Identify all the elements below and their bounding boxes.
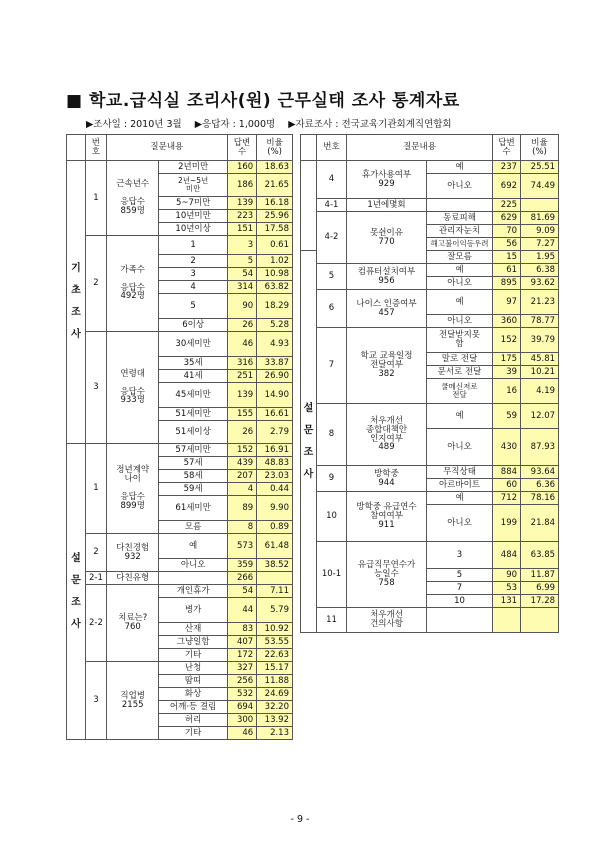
answer-ratio: 9.90: [257, 496, 293, 521]
answer-count: 151: [227, 223, 256, 236]
answer-ratio: 9.09: [521, 225, 559, 238]
answer-count: 4: [227, 483, 256, 496]
answer-count: 573: [227, 534, 256, 559]
answer-option: 개인휴가: [159, 585, 227, 598]
survey-source: ▶자료조사 : 전국교육기관회계직연합회: [288, 119, 452, 130]
answer-ratio: 14.90: [257, 383, 293, 408]
question-label: 휴가사용여부 929: [347, 161, 427, 199]
question-number: 7: [317, 328, 347, 404]
answer-ratio: 33.87: [257, 357, 293, 370]
answer-ratio: [257, 572, 293, 585]
answer-option: 해고불이익등우려: [427, 238, 493, 251]
answer-count: 16: [493, 379, 521, 404]
table-row: [301, 212, 559, 225]
table-row: [67, 236, 293, 255]
question-label: 직업병 2155: [106, 662, 159, 740]
answer-ratio: 38.52: [257, 559, 293, 572]
table-row: [301, 608, 559, 633]
answer-count: 60: [493, 479, 521, 492]
answer-option: 아니오: [427, 277, 493, 290]
answer-count: 359: [227, 559, 256, 572]
answer-count: 175: [493, 353, 521, 366]
header-num: 번호: [317, 135, 347, 161]
table-row: [301, 264, 559, 277]
question-number: 2-1: [85, 572, 106, 585]
page-number: - 9 -: [290, 814, 310, 825]
answer-option: 허리: [159, 714, 227, 727]
header-num: 번호: [85, 135, 106, 161]
answer-ratio: 21.84: [521, 505, 559, 542]
answer-count: 430: [493, 429, 521, 466]
answer-count: 484: [493, 542, 521, 569]
answer-option: 6이상: [159, 319, 227, 332]
question-number: 1: [85, 161, 106, 236]
answer-count: 439: [227, 457, 256, 470]
question-label: 연령대 응답수 933명: [106, 332, 159, 444]
answer-option: 1: [159, 236, 227, 255]
answer-option: 관리자눈치: [427, 225, 493, 238]
answer-option: 41세: [159, 370, 227, 383]
answer-count: 172: [227, 649, 256, 662]
table-row: [301, 492, 559, 505]
answer-count: 53: [493, 582, 521, 595]
header-count: 답변 수: [493, 135, 521, 161]
table-row: [67, 161, 293, 174]
answer-count: 83: [227, 623, 256, 636]
answer-option: 아니오: [427, 429, 493, 466]
answer-count: 207: [227, 470, 256, 483]
answer-count: 155: [227, 408, 256, 421]
answer-option: 잘모름: [427, 251, 493, 264]
table-row: [301, 290, 559, 315]
answer-option: 10: [427, 595, 493, 608]
question-label: 처우개선 건의사항: [347, 608, 427, 633]
answer-option: 전달받지못 함: [427, 328, 493, 353]
answer-ratio: 5.28: [257, 319, 293, 332]
question-number: 6: [317, 290, 347, 328]
answer-ratio: 23.03: [257, 470, 293, 483]
question-label: 다친경험 932: [106, 534, 159, 572]
question-number: 9: [317, 466, 347, 492]
answer-count: 266: [227, 572, 256, 585]
answer-option: 어깨·등 결림: [159, 701, 227, 714]
header-count: 답변수: [227, 135, 256, 161]
answer-ratio: 45.81: [521, 353, 559, 366]
survey-info: [86, 116, 462, 130]
answer-ratio: [521, 608, 559, 633]
answer-option: 기타: [159, 727, 227, 740]
answer-count: 139: [227, 383, 256, 408]
answer-option: 7: [427, 582, 493, 595]
answer-count: 532: [227, 688, 256, 701]
answer-option: 아르바이트: [427, 479, 493, 492]
answer-count: 256: [227, 675, 256, 688]
answer-count: 59: [493, 404, 521, 429]
answer-option: 난청: [159, 662, 227, 675]
answer-count: 54: [227, 268, 256, 281]
header-row: [67, 135, 293, 161]
table-row: [67, 332, 293, 357]
answer-ratio: 39.79: [521, 328, 559, 353]
question-label: 학교 교육일정 전달여부 382: [347, 328, 427, 404]
header-blank: [301, 135, 317, 161]
answer-count: 15: [493, 251, 521, 264]
answer-ratio: 4.19: [521, 379, 559, 404]
answer-ratio: 13.92: [257, 714, 293, 727]
answer-option: 51세미만: [159, 408, 227, 421]
answer-ratio: 6.38: [521, 264, 559, 277]
answer-ratio: 17.28: [521, 595, 559, 608]
question-label: 컴퓨터설치여부 956: [347, 264, 427, 290]
table-row: [301, 199, 559, 212]
answer-option: 51세이상: [159, 421, 227, 444]
question-label: 유급직무연수가 능일수 758: [347, 542, 427, 608]
answer-ratio: 93.64: [521, 466, 559, 479]
section-blank: [301, 161, 317, 251]
answer-ratio: 10.21: [521, 366, 559, 379]
answer-ratio: 5.79: [257, 598, 293, 623]
answer-count: 152: [493, 328, 521, 353]
answer-ratio: 21.65: [257, 174, 293, 197]
answer-ratio: 1.02: [257, 255, 293, 268]
answer-option: 예: [427, 161, 493, 174]
answer-option: 45세미만: [159, 383, 227, 408]
answer-ratio: 15.17: [257, 662, 293, 675]
question-number: 4: [317, 161, 347, 199]
question-number: 11: [317, 608, 347, 633]
question-label: 방학중 유급연수 참여여부 911: [347, 492, 427, 542]
answer-ratio: 26.90: [257, 370, 293, 383]
right-stats-table: [300, 134, 559, 633]
answer-ratio: [521, 199, 559, 212]
answer-ratio: 10.98: [257, 268, 293, 281]
answer-count: 360: [493, 315, 521, 328]
answer-ratio: 0.44: [257, 483, 293, 496]
answer-count: 629: [493, 212, 521, 225]
answer-ratio: 2.79: [257, 421, 293, 444]
answer-ratio: 61.48: [257, 534, 293, 559]
answer-ratio: 16.18: [257, 197, 293, 210]
answer-count: 54: [227, 585, 256, 598]
answer-count: 160: [227, 161, 256, 174]
question-number: 2-2: [85, 585, 106, 662]
table-row: [301, 161, 559, 174]
answer-count: 131: [493, 595, 521, 608]
answer-ratio: 16.61: [257, 408, 293, 421]
answer-option: 그냥일함: [159, 636, 227, 649]
answer-ratio: 18.29: [257, 294, 293, 319]
header-row: [301, 135, 559, 161]
answer-count: 61: [493, 264, 521, 277]
answer-ratio: 12.07: [521, 404, 559, 429]
question-number: 5: [317, 264, 347, 290]
answer-ratio: 4.93: [257, 332, 293, 357]
answer-option: 59세: [159, 483, 227, 496]
answer-option: 57세: [159, 457, 227, 470]
answer-option: 산재: [159, 623, 227, 636]
answer-option: 아니오: [427, 505, 493, 542]
answer-count: 56: [493, 238, 521, 251]
answer-ratio: 2.13: [257, 727, 293, 740]
answer-option: 말로 전달: [427, 353, 493, 366]
answer-count: 225: [493, 199, 521, 212]
answer-option: 3: [159, 268, 227, 281]
answer-count: 5: [227, 255, 256, 268]
answer-ratio: 0.89: [257, 521, 293, 534]
page-title: ■ 학교.급식실 조리사(원) 근무실태 조사 통계자료: [66, 91, 460, 111]
table-row: [67, 585, 293, 598]
answer-option: 57세미만: [159, 444, 227, 457]
answer-option: 아니오: [427, 174, 493, 199]
answer-ratio: 16.91: [257, 444, 293, 457]
answer-ratio: 11.88: [257, 675, 293, 688]
answer-option: 예: [427, 264, 493, 277]
table-row: [67, 572, 293, 585]
answer-count: 44: [227, 598, 256, 623]
answer-count: [493, 608, 521, 633]
table-row: [301, 542, 559, 569]
answer-ratio: 53.55: [257, 636, 293, 649]
question-number: 8: [317, 404, 347, 466]
question-label: 나이스 인증여부 457: [347, 290, 427, 328]
table-row: [301, 466, 559, 479]
answer-option: 기타: [159, 649, 227, 662]
answer-ratio: 6.36: [521, 479, 559, 492]
answer-ratio: 25.51: [521, 161, 559, 174]
answer-ratio: 18.63: [257, 161, 293, 174]
header-ratio: 비율 (%): [257, 135, 293, 161]
question-number: 4-1: [317, 199, 347, 212]
answer-count: 199: [493, 505, 521, 542]
answer-ratio: 87.93: [521, 429, 559, 466]
question-label: 다친유형: [106, 572, 159, 585]
table-row: [67, 444, 293, 457]
answer-ratio: 7.11: [257, 585, 293, 598]
answer-count: 152: [227, 444, 256, 457]
answer-ratio: 6.99: [521, 582, 559, 595]
answer-option: 58세: [159, 470, 227, 483]
answer-count: 314: [227, 281, 256, 294]
answer-option: 병가: [159, 598, 227, 623]
answer-option: 문서로 전달: [427, 366, 493, 379]
table-row: [67, 662, 293, 675]
answer-count: 251: [227, 370, 256, 383]
question-number: 2: [85, 236, 106, 332]
answer-option: 예: [427, 492, 493, 505]
answer-option: [159, 572, 227, 585]
answer-count: 327: [227, 662, 256, 675]
answer-count: 300: [227, 714, 256, 727]
answer-option: 동료피해: [427, 212, 493, 225]
answer-count: 46: [227, 332, 256, 357]
answer-ratio: 81.69: [521, 212, 559, 225]
answer-count: 3: [227, 236, 256, 255]
answer-ratio: 11.87: [521, 569, 559, 582]
answer-option: 5: [427, 569, 493, 582]
answer-count: 692: [493, 174, 521, 199]
answer-count: 884: [493, 466, 521, 479]
answer-option: 모름: [159, 521, 227, 534]
answer-ratio: 63.85: [521, 542, 559, 569]
answer-count: 90: [227, 294, 256, 319]
answer-option: 5~7미만: [159, 197, 227, 210]
answer-count: 237: [493, 161, 521, 174]
answer-count: 139: [227, 197, 256, 210]
answer-option: 5: [159, 294, 227, 319]
answer-option: [427, 608, 493, 633]
answer-option: 예: [427, 290, 493, 315]
question-number: 10-1: [317, 542, 347, 608]
question-number: 3: [85, 332, 106, 444]
answer-ratio: 32.20: [257, 701, 293, 714]
question-label: 치료는? 760: [106, 585, 159, 662]
question-label: 못쉰이유 770: [347, 212, 427, 264]
header-blank: [67, 135, 86, 161]
answer-ratio: 21.23: [521, 290, 559, 315]
table-row: [67, 534, 293, 559]
table-row: [301, 328, 559, 353]
question-label: 처우개선 종합대책안 인지여부 489: [347, 404, 427, 466]
answer-count: 26: [227, 421, 256, 444]
answer-ratio: 63.82: [257, 281, 293, 294]
answer-ratio: 22.63: [257, 649, 293, 662]
answer-ratio: 93.62: [521, 277, 559, 290]
answer-count: 8: [227, 521, 256, 534]
header-ratio: 비율 (%): [521, 135, 559, 161]
answer-option: 4: [159, 281, 227, 294]
question-number: 2: [85, 534, 106, 572]
answer-count: 223: [227, 210, 256, 223]
answer-option: 30세미만: [159, 332, 227, 357]
answer-option: 땀띠: [159, 675, 227, 688]
question-number: 1: [85, 444, 106, 534]
answer-ratio: 25.96: [257, 210, 293, 223]
answer-option: 예: [159, 534, 227, 559]
question-label: 1년에몇회: [347, 199, 427, 212]
section-label-survey: 설 문 조 사: [67, 444, 86, 740]
answer-count: 712: [493, 492, 521, 505]
answer-count: 26: [227, 319, 256, 332]
answer-count: 46: [227, 727, 256, 740]
answer-ratio: 78.77: [521, 315, 559, 328]
answer-option: 무직상태: [427, 466, 493, 479]
question-label: 근속년수 응답수 859명: [106, 161, 159, 236]
section-label-survey-right: 설 문 조 사: [301, 251, 317, 633]
answer-count: 90: [493, 569, 521, 582]
answer-ratio: 48.83: [257, 457, 293, 470]
question-number: 3: [85, 662, 106, 740]
left-stats-table: [66, 134, 293, 740]
answer-count: 89: [227, 496, 256, 521]
answer-option: 예: [427, 404, 493, 429]
answer-option: 아니오: [159, 559, 227, 572]
answer-ratio: 0.61: [257, 236, 293, 255]
question-number: 4-2: [317, 212, 347, 264]
answer-option: 2년미만: [159, 161, 227, 174]
answer-option: 2년~5년 미만: [159, 174, 227, 197]
answer-option: [427, 199, 493, 212]
question-number: 10: [317, 492, 347, 542]
header-content: 질문내용: [106, 135, 227, 161]
answer-count: 407: [227, 636, 256, 649]
question-label: 방학중 944: [347, 466, 427, 492]
answer-ratio: 78.16: [521, 492, 559, 505]
answer-ratio: 74.49: [521, 174, 559, 199]
answer-option: 10년이상: [159, 223, 227, 236]
answer-ratio: 24.69: [257, 688, 293, 701]
answer-count: 39: [493, 366, 521, 379]
answer-count: 316: [227, 357, 256, 370]
answer-option: 2: [159, 255, 227, 268]
survey-date: ▶조사일 : 2010년 3월: [86, 119, 182, 130]
answer-option: 아니오: [427, 315, 493, 328]
answer-count: 97: [493, 290, 521, 315]
question-label: 정년계약 나이 응답수 899명: [106, 444, 159, 534]
answer-ratio: 17.58: [257, 223, 293, 236]
section-label-basic: 기 초 조 사: [67, 161, 86, 444]
answer-ratio: 10.92: [257, 623, 293, 636]
question-label: 가족수 응답수 492명: [106, 236, 159, 332]
answer-option: 화상: [159, 688, 227, 701]
answer-count: 70: [493, 225, 521, 238]
survey-respondents: ▶응답자 : 1,000명: [194, 119, 276, 130]
answer-option: 61세미만: [159, 496, 227, 521]
answer-option: 쿨메신저로 전달: [427, 379, 493, 404]
header-content: 질문내용: [347, 135, 493, 161]
table-row: [301, 404, 559, 429]
answer-ratio: 7.27: [521, 238, 559, 251]
answer-option: 35세: [159, 357, 227, 370]
answer-option: 3: [427, 542, 493, 569]
answer-count: 186: [227, 174, 256, 197]
answer-ratio: 1.95: [521, 251, 559, 264]
answer-option: 10년미만: [159, 210, 227, 223]
answer-count: 694: [227, 701, 256, 714]
answer-count: 895: [493, 277, 521, 290]
